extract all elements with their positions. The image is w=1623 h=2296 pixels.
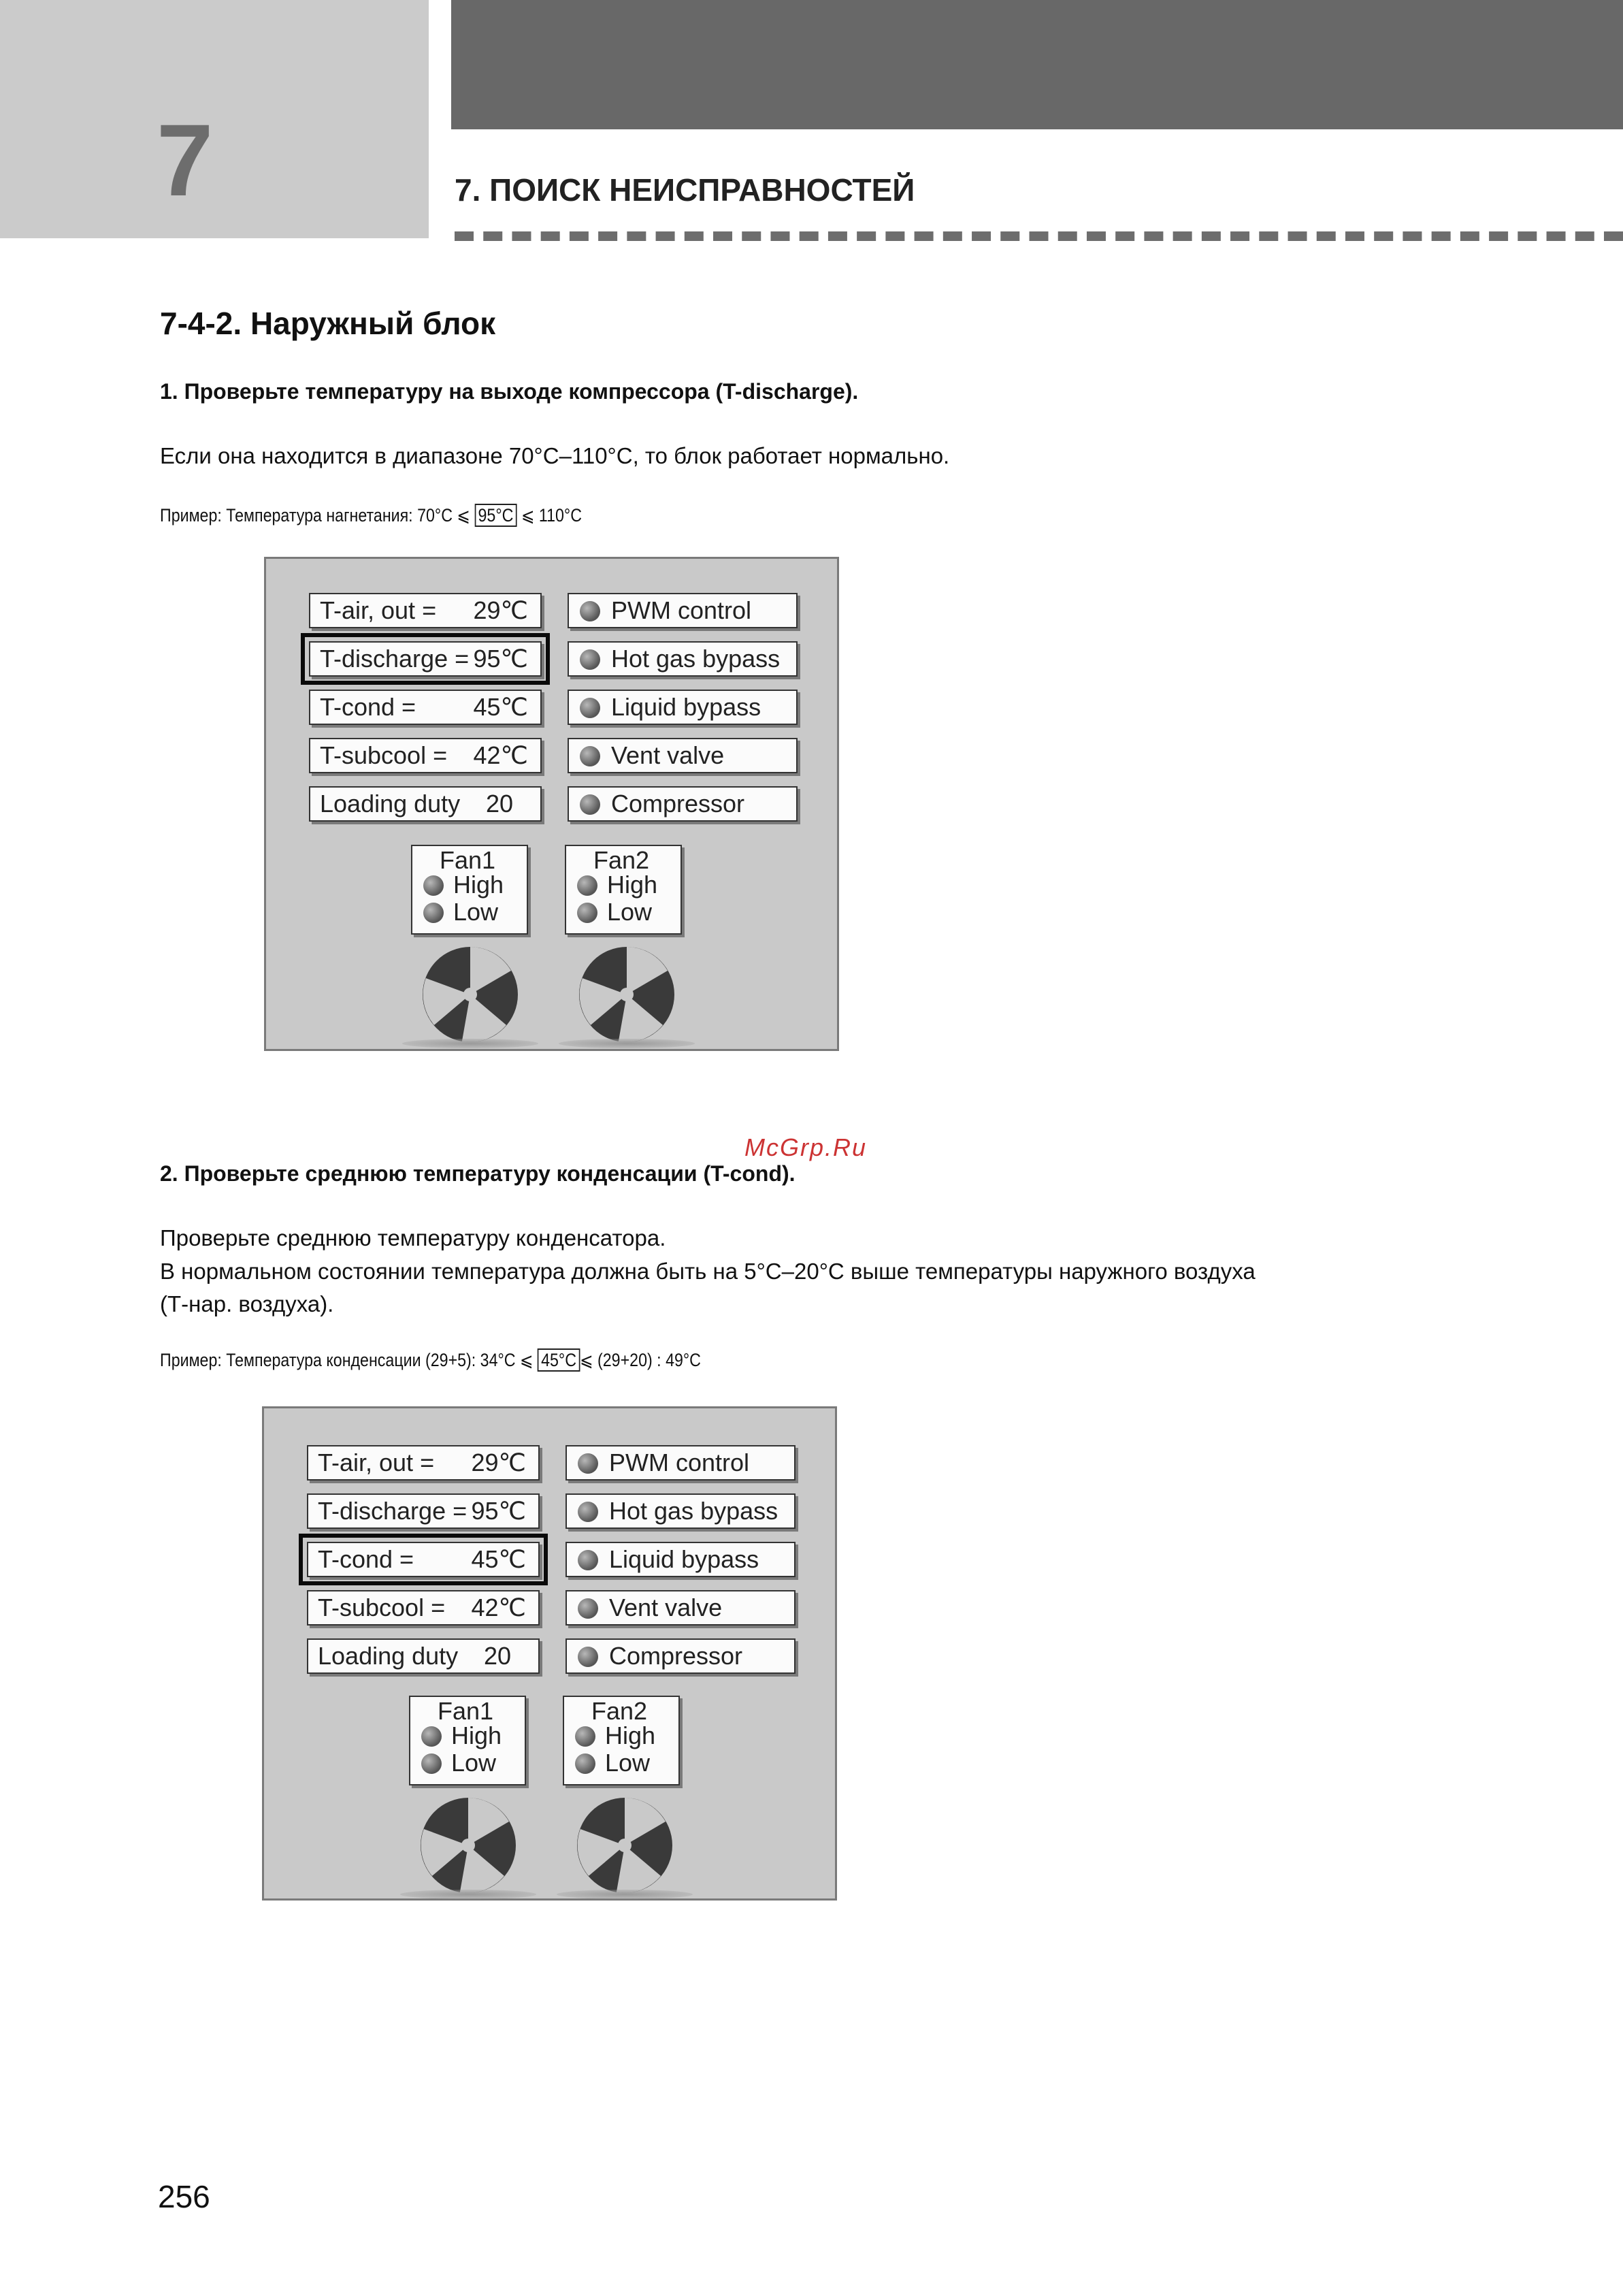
fan2-low: Low [577,899,652,925]
step1-example-value: 95°C [474,504,517,527]
status-led-icon [575,1753,595,1774]
fan2-low: Low [575,1750,650,1776]
page-number: 256 [158,2179,210,2214]
status-led-icon [580,649,600,670]
status-led-icon [423,903,444,923]
hot-gas-bypass-indicator: Hot gas bypass [565,1493,796,1529]
vent-valve-indicator: Vent valve [565,1590,796,1626]
fan2-label: Fan2 [593,846,650,874]
step2-text-line2: В нормальном состоянии температура должна быть на 5°C–20°C выше температуры наружного воздуха [160,1259,1256,1284]
pwm-control-indicator: PWM control [568,593,798,628]
section-title: 7-4-2. Наружный блок [160,306,496,341]
fan2-shadow [559,1039,695,1048]
header-divider [455,231,1623,241]
chapter-number-block [0,0,429,238]
status-led-icon [578,1647,598,1667]
status-led-icon [580,698,600,718]
fan1-high: High [423,872,504,898]
chapter-number: 7 [157,103,214,217]
status-led-icon [577,875,597,896]
fan2-icon [574,1794,676,1896]
vent-valve-indicator: Vent valve [568,738,798,773]
fan1-high: High [421,1723,502,1749]
t-cond-field: T-cond = 45℃ [307,1542,540,1577]
step1-example [160,505,582,526]
fan1-status-box [409,1696,526,1785]
status-led-icon [575,1726,595,1747]
fan1-label: Fan1 [440,846,496,874]
t-subcool-field: T-subcool = 42℃ [307,1590,540,1626]
step1-text: Если она находится в диапазоне 70°C–110°C, то блок работает нормально. [160,443,950,468]
hot-gas-bypass-indicator: Hot gas bypass [568,641,798,677]
status-led-icon [578,1502,598,1522]
step1-example-suffix: ⩽ 110°C [517,505,582,526]
t-air-out-field: T-air, out = 29℃ [309,593,542,628]
status-led-icon [578,1453,598,1474]
fan1-shadow [400,1890,536,1899]
step2-text-line3: (Т-нар. воздуха). [160,1291,334,1316]
step2-example-value: 45°C [538,1348,580,1372]
chapter-title: 7. ПОИСК НЕИСПРАВНОСТЕЙ [455,172,915,208]
step2-heading: 2. Проверьте среднюю температуру конденсации (T-cond). [160,1161,796,1186]
fan2-shadow [557,1890,693,1899]
step2-text-line1: Проверьте среднюю температуру конденсатора. [160,1225,666,1250]
fan2-high: High [575,1723,655,1749]
status-led-icon [421,1753,442,1774]
step1-heading: 1. Проверьте температуру на выходе компрессора (T-discharge). [160,379,859,404]
t-discharge-field: T-discharge = 95℃ [309,641,542,677]
liquid-bypass-indicator: Liquid bypass [568,690,798,725]
fan1-label: Fan1 [438,1697,494,1725]
status-led-icon [578,1598,598,1619]
status-led-icon [580,746,600,766]
status-led-icon [577,903,597,923]
status-led-icon [580,601,600,621]
compressor-indicator: Compressor [565,1638,796,1674]
watermark: McGrp.Ru [744,1133,868,1161]
liquid-bypass-indicator: Liquid bypass [565,1542,796,1577]
t-subcool-field: T-subcool = 42℃ [309,738,542,773]
step2-example-suffix: ⩽ (29+20) : 49°C [580,1350,701,1370]
fan2-status-box [565,845,682,935]
t-air-out-field: T-air, out = 29℃ [307,1445,540,1481]
fan2-label: Fan2 [591,1697,648,1725]
fan2-status-box [563,1696,680,1785]
t-cond-field: T-cond = 45℃ [309,690,542,725]
fan1-low: Low [421,1750,496,1776]
status-led-icon [578,1550,598,1570]
status-led-icon [423,875,444,896]
header-bar [451,0,1623,129]
status-led-icon [421,1726,442,1747]
fan1-low: Low [423,899,498,925]
pwm-control-indicator: PWM control [565,1445,796,1481]
fan1-icon [417,1794,519,1896]
outdoor-unit-panel-2 [262,1406,837,1901]
fan1-shadow [402,1039,538,1048]
loading-duty-field: Loading duty 20 [307,1638,540,1674]
loading-duty-field: Loading duty 20 [309,786,542,822]
fan1-icon [419,943,521,1046]
step1-example-prefix: Пример: Температура нагнетания: 70°C ⩽ [160,505,475,526]
status-led-icon [580,794,600,815]
fan2-icon [576,943,678,1046]
outdoor-unit-panel-1 [264,557,839,1051]
t-discharge-field: T-discharge = 95℃ [307,1493,540,1529]
fan1-status-box [411,845,528,935]
fan2-high: High [577,872,657,898]
step2-example-prefix: Пример: Температура конденсации (29+5): 34°C ⩽ [160,1350,538,1370]
step2-example [160,1350,701,1371]
compressor-indicator: Compressor [568,786,798,822]
